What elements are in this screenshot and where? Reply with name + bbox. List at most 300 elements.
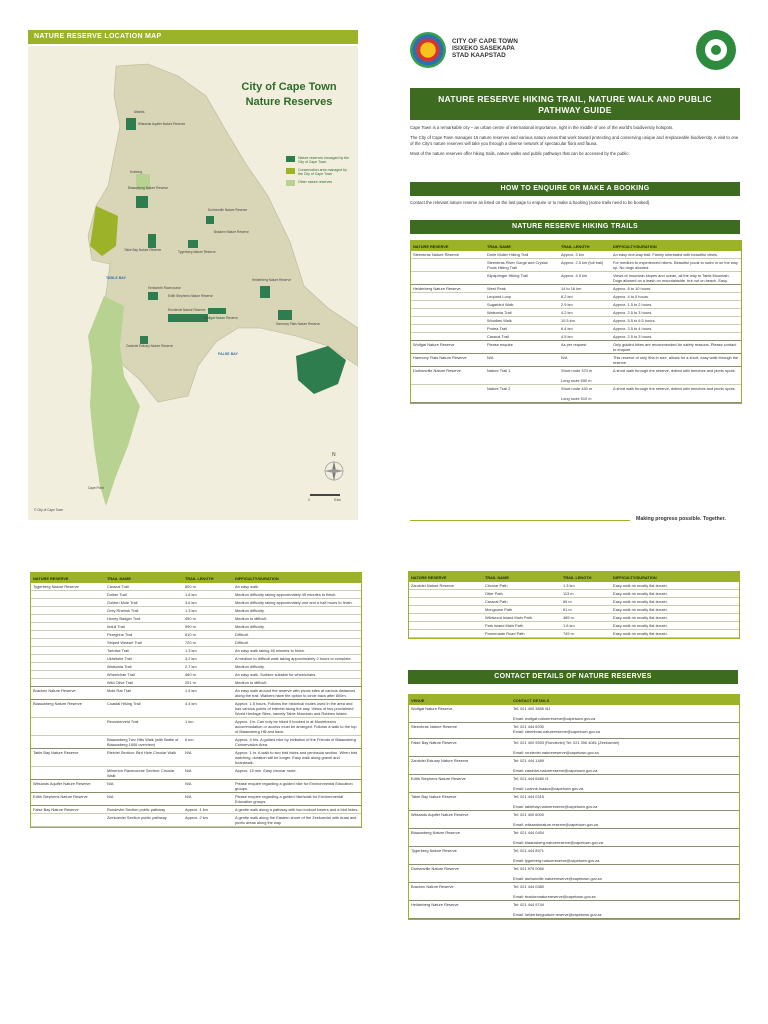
contact-details: Tel: 021 400 9593 (Rondevlei) Tel: 021 396 4081 (Zeekoevlei) Email: rondevlei.naturereserve@capetown.gov.za [511, 739, 739, 757]
trails-title: NATURE RESERVE HIKING TRAILS [512, 223, 638, 230]
table-cell: Medium to difficult. [233, 679, 361, 687]
table-cell: 610 m [183, 631, 233, 639]
table-row [31, 736, 361, 749]
table-row [31, 607, 361, 615]
intro-text [410, 125, 740, 160]
table-cell [31, 718, 105, 736]
table-row [31, 631, 361, 639]
table-cell: Blaauwberg Nature Reserve [31, 700, 105, 718]
nature-logo [696, 30, 736, 70]
table-header-cell: DIFFICULTY/DURATION [233, 573, 361, 583]
table-cell [411, 272, 485, 285]
table-cell: Striped Weasel Trail [105, 639, 183, 647]
table-cell: A medium to difficult walk taking approximately 2 hours to complete. [233, 655, 361, 663]
contact-details: Tel: 021 444 0454 Email: blaauwberg.naturereserve@capetown.gov.za [511, 829, 739, 847]
contact-row [409, 811, 739, 829]
table-cell: 6.4 km [559, 325, 611, 333]
reserve-durbanville [206, 216, 214, 224]
map-title-line2: Nature Reserves [245, 96, 333, 108]
table-cell: 201 m [183, 679, 233, 687]
table-cell: 1.6 km [183, 591, 233, 599]
table-cell: Difficult. [233, 631, 361, 639]
table-row [411, 325, 741, 333]
contact-details: Tel: 021 400 3856 /61 Email: wolfgat.naturereserve@capetown.gov.za [511, 705, 739, 723]
table-cell: Medium difficulty taking approximately one and a half hours to finish. [233, 599, 361, 607]
table-cell: Please enquire regarding a guided hike/walk for Environmental Education groups. [233, 793, 361, 806]
sea-label: FALSE BAY [218, 352, 238, 356]
table-row [31, 663, 361, 671]
table-cell: N/A [559, 354, 611, 367]
trails-table-bottom-left [30, 572, 362, 828]
org-line1: CITY OF CAPE TOWN [452, 38, 518, 45]
table-cell: 745 m [561, 630, 611, 638]
map-place-label: Witsands Aquifer Nature Reserve [138, 122, 186, 126]
table-cell: This reserve of only 9ha in size, allows for a short, easy walk through the reserve. [611, 354, 741, 367]
table-cell [411, 293, 485, 301]
legend-label: Nature reserves managed by the City of Cape Town [298, 156, 349, 164]
trails-table [411, 241, 741, 403]
table-cell: 4.2 km [559, 309, 611, 317]
enquire-title-bar [410, 182, 740, 196]
map-place-label: Bracken Nature Reserve [214, 230, 249, 234]
map-place-label: Tygerberg Nature Reserve [178, 250, 216, 254]
guide-title: NATURE RESERVE HIKING TRAIL, NATURE WALK AND PUBLIC PATHWAY GUIDE [438, 94, 712, 115]
table-row [31, 671, 361, 679]
footer-tagline: Making progress possible. Together. [636, 516, 726, 522]
table-cell: Difficult. [233, 639, 361, 647]
table-cell: Medium difficulty taking approximately 45 minutes to finish. [233, 591, 361, 599]
table-cell: Watsonia Trail [105, 663, 183, 671]
table-header-cell: TRAIL LENGTH [559, 241, 611, 251]
table-cell: Approx. 5.5 to 6.5 hours. [611, 317, 741, 325]
table-cell: 3.6 km [183, 599, 233, 607]
table-cell: Approx. 2 km [183, 814, 233, 827]
table-cell: N/A [105, 780, 183, 793]
table-row [31, 615, 361, 623]
table-cell: Woodies Walk [485, 317, 559, 325]
org-line3: STAD KAAPSTAD [452, 52, 506, 59]
table-cell: Easy walk on mostly flat terrain. [611, 582, 739, 590]
table-cell: Easy walk on mostly flat terrain. [611, 606, 739, 614]
table-cell: Dorie Muller Hiking Trail [485, 251, 559, 259]
map-place-label: Durbanville Nature Reserve [208, 208, 248, 212]
table-cell: Golden Mole Trail [105, 599, 183, 607]
table-cell: A gentle walk along the Eastern shore of the Zeekoevlei with braai and picnic areas along the way. [233, 814, 361, 827]
map-place-label: Koeberg [130, 170, 143, 174]
table-header-cell: TRAIL LENGTH [183, 573, 233, 583]
table-header-cell: TRAIL NAME [105, 573, 183, 583]
table-cell: Nature Trail 2 [485, 385, 559, 403]
scale-bar [310, 494, 340, 496]
trails-table [31, 573, 361, 827]
table-row [31, 583, 361, 591]
table-row [411, 354, 741, 367]
contact-row [409, 775, 739, 793]
table-cell [409, 590, 483, 598]
table-cell: 1.6 km [561, 622, 611, 630]
table-row [31, 679, 361, 687]
table-header-cell: TRAIL NAME [485, 241, 559, 251]
contact-venue: False Bay Nature Reserve [409, 739, 511, 757]
table-row [31, 599, 361, 607]
table-cell: Bracken Nature Reserve [31, 687, 105, 700]
table-cell: 485 m [561, 614, 611, 622]
table-cell: Caracal Trail [485, 333, 559, 341]
table-row [411, 285, 741, 293]
contact-details: Tel: 021 444 0315 Email: tablebay.naturereserve@capetown.gov.za [511, 793, 739, 811]
table-cell: 65 m [561, 598, 611, 606]
table-cell [409, 598, 483, 606]
table-cell [411, 309, 485, 317]
table-cell: Approx. 1.5 hours. Follows the historical routes used in the area and has various points of interest along the way. Views of two proclaimed World Heritage Sites, namely Table Mountain and Robben Island. [233, 700, 361, 718]
table-header-cell: TRAIL NAME [483, 572, 561, 582]
table-cell: Easy walk on mostly flat terrain. [611, 614, 739, 622]
table-cell: 1.3 km [561, 582, 611, 590]
map-title-bar-text: NATURE RESERVE LOCATION MAP [34, 33, 162, 40]
map-place-label: Zandvlei Estuary Nature Reserve [126, 344, 173, 348]
table-cell: Approx. 4.5 km [559, 272, 611, 285]
table-cell: Medium to difficult. [233, 615, 361, 623]
guide-title-bar [410, 88, 740, 120]
table-cell: Approx. 1 km [183, 806, 233, 814]
table-cell: Approx. 3 km [559, 251, 611, 259]
table-cell: Easy walk on mostly flat terrain. [611, 598, 739, 606]
table-cell: An easy walk. [233, 583, 361, 591]
table-row [31, 767, 361, 780]
reserve-kenilworth [148, 292, 158, 300]
table-cell: Klipspringer Hiking Trail [485, 272, 559, 285]
map-place-label: Atlantis [134, 110, 145, 114]
table-row [409, 614, 739, 622]
table-cell: Medium difficulty. [233, 663, 361, 671]
table-cell [409, 614, 483, 622]
table-cell: Honey Badger Trail [105, 615, 183, 623]
table-cell: Ukhetshe Trail [105, 655, 183, 663]
table-cell: Edith Stephens Nature Reserve [31, 793, 105, 806]
table-cell: Approx. 2.5 to 3 hours. [611, 309, 741, 317]
map-place-label: Cape Point [88, 486, 104, 490]
trails-table [409, 572, 739, 638]
table-cell: Sugarbird Walk [485, 301, 559, 309]
map-place-label: Wolfgat Nature Reserve [204, 316, 238, 320]
scale-left-label: 0 [308, 498, 310, 502]
contact-row [409, 705, 739, 723]
table-cell: Approx. 2.5 km (full trail) [559, 259, 611, 272]
map-copyright: © City of Cape Town [34, 508, 64, 512]
reserve-helderberg [260, 286, 270, 298]
table-cell [31, 647, 105, 655]
table-cell: N/A [105, 793, 183, 806]
contact-venue: Table Bay Nature Reserve [409, 793, 511, 811]
table-cell: Approx. 1 hr. A walk to two bird hides and peninsula section. When bird watching, duration will be longer. Easy walk along gravel and boardwalk. [233, 749, 361, 767]
table-row [31, 647, 361, 655]
table-cell: Short route 440 m Long route 510 m [559, 385, 611, 403]
table-cell: 1 km [183, 718, 233, 736]
legend-label: Conservation area managed by the City of Cape Town [298, 168, 347, 176]
map-place-label: Blaauwberg Nature Reserve [128, 186, 169, 190]
table-cell: Approx. 4 to 5 hours. [611, 293, 741, 301]
table-cell: 8.2 km [559, 293, 611, 301]
table-cell: Approx. 8 to 10 hours. [611, 285, 741, 293]
table-cell [409, 606, 483, 614]
table-header-cell: NATURE RESERVE [411, 241, 485, 251]
table-row [411, 367, 741, 385]
legend-item [286, 156, 350, 164]
table-cell: Mole Rat Trail [105, 687, 183, 700]
table-cell: Protea Trail [485, 325, 559, 333]
table-cell: Caracal Trail [105, 583, 183, 591]
org-line2: ISIXEKO SASEKAPA [452, 45, 515, 52]
map-title [224, 80, 354, 110]
table-cell: Wolfgat Nature Reserve [411, 341, 485, 354]
table-cell: An easy walk taking 45 minutes to finish. [233, 647, 361, 655]
contact-row [409, 901, 739, 919]
contact-venue: Helderberg Nature Reserve [409, 901, 511, 919]
table-cell: Promenade Road Path [483, 630, 561, 638]
table-cell: For medium to experienced hikers. Beautiful pools to swim in on the way up. No dogs allowed. [611, 259, 741, 272]
table-cell [411, 301, 485, 309]
table-row [31, 623, 361, 631]
table-cell: Approx. 1.5 to 2 hours. [611, 301, 741, 309]
contact-venue: Blaauwberg Nature Reserve [409, 829, 511, 847]
trails-table-bottom-right [408, 571, 740, 639]
table-cell [411, 385, 485, 403]
contact-venue: Steenbras Nature Reserve [409, 723, 511, 739]
table-row [31, 718, 361, 736]
table-cell: Easy walk on mostly flat terrain. [611, 630, 739, 638]
table-cell: 2.9 km [559, 301, 611, 309]
table-cell: An easy one-way trail. Family orientated with beautiful views. [611, 251, 741, 259]
table-cell: 450 m [183, 615, 233, 623]
contact-venue: Tygerberg Nature Reserve [409, 847, 511, 865]
table-row [411, 309, 741, 317]
legend-item [286, 180, 350, 186]
trails-table-top [410, 240, 742, 404]
table-cell: Approx. 4 hrs. A guided hike by invitation of the Friends of Blaauwberg Conservation Area. [233, 736, 361, 749]
table-cell: 4.5 km [559, 333, 611, 341]
table-row [409, 590, 739, 598]
table-cell: 10.5 km [559, 317, 611, 325]
table-cell: 990 m [183, 623, 233, 631]
table-cell: Zandvlei Nature Reserve [409, 582, 483, 590]
compass-north-label: N [332, 452, 336, 458]
contact-details: Tel: 021 979 0060 Email: durbanville.naturereserve@capetown.gov.za [511, 865, 739, 883]
map-place-label: Harmony Flats Nature Reserve [276, 322, 320, 326]
footer-rule [410, 520, 630, 521]
contact-row [409, 757, 739, 775]
contacts-table-wrap [408, 694, 740, 920]
table-cell: 1.3 km [183, 607, 233, 615]
table-cell: A short walk through the reserve, dotted with benches and picnic spots. [611, 367, 741, 385]
table-cell: Table Bay Nature Reserve [31, 749, 105, 767]
map-place-label: Table Bay Nature Reserve [124, 248, 162, 252]
table-cell: 14 to 16 km [559, 285, 611, 293]
map-title-line1: City of Cape Town [241, 81, 337, 93]
table-row [411, 272, 741, 285]
table-cell: N/A [183, 780, 233, 793]
table-cell [31, 615, 105, 623]
legend-item [286, 168, 350, 176]
table-cell: Approx. 3.5 to 4 hours. [611, 325, 741, 333]
contact-venue: Witsands Aquifer Nature Reserve [409, 811, 511, 829]
table-cell [409, 630, 483, 638]
table-cell: Approx. 2.5 to 3 hours. [611, 333, 741, 341]
table-cell: Leopard Loop [485, 293, 559, 301]
table-cell: False Bay Nature Reserve [31, 806, 105, 814]
table-cell [31, 655, 105, 663]
contact-details: Tel: 021 444 8971 Email: tygerberg.naturereserve@capetown.gov.za [511, 847, 739, 865]
enquire-text: Contact the relevant nature reserve as listed on the last page to enquire or to make a booking (some trails need to be booked). [410, 200, 651, 205]
reserve-blaauwberg [136, 196, 148, 208]
org-name [452, 38, 518, 59]
table-cell: Caracal Path [483, 598, 561, 606]
table-cell: Please enquire [485, 341, 559, 354]
table-cell: Witsands Aquifer Nature Reserve [31, 780, 105, 793]
contact-details: Tel: 021 400 6000 Email: witsandsnature.reserve@capetown.gov.za [511, 811, 739, 829]
city-logo [410, 32, 446, 68]
table-cell: Views of mountain slopes and ocean, all the way to Table Mountain. Dogs allowed on a leash on mountainside, but not on beach. Easy. [611, 272, 741, 285]
contacts-header-details: CONTACT DETAILS [511, 695, 739, 705]
enquire-title: HOW TO ENQUIRE OR MAKE A BOOKING [500, 185, 650, 192]
table-cell [31, 631, 105, 639]
table-cell: 1.5 km [183, 687, 233, 700]
table-cell: N/A [183, 793, 233, 806]
table-cell [411, 333, 485, 341]
table-row [31, 793, 361, 806]
contact-venue: Edith Stephens Nature Reserve [409, 775, 511, 793]
map-title-bar [28, 30, 358, 44]
table-cell: A short walk through the reserve, dotted with benches and picnic spots. [611, 385, 741, 403]
table-row [31, 814, 361, 827]
scale-right-label: 5 km [334, 498, 341, 502]
table-cell: Blaauwberg Two Hills Walk (with Battle of Blaauwberg 1806 overview) [105, 736, 183, 749]
table-cell: 1.3 km [183, 647, 233, 655]
contact-venue: Bracken Nature Reserve [409, 883, 511, 901]
table-cell [411, 259, 485, 272]
table-cell: Coastal Hiking Trail [105, 700, 183, 718]
table-cell [31, 599, 105, 607]
table-cell [31, 607, 105, 615]
table-cell: Approx. 15 min. Easy circular route. [233, 767, 361, 780]
contact-venue: Wolfgat Nature Reserve [409, 705, 511, 723]
contact-details: Tel: 021 444 6480 /3 Email: Luanne.Isaacs@capetown.gov.za [511, 775, 739, 793]
compass-rose [324, 461, 344, 481]
table-cell: As per request [559, 341, 611, 354]
table-cell: Otter Path [483, 590, 561, 598]
table-cell: Wild Olive Trail [105, 679, 183, 687]
map-place-label: Edith Stephens Nature Reserve [168, 294, 213, 298]
table-cell: A gentle walk along a pathway with two lookout towers and a bird hides. [233, 806, 361, 814]
map-place-label: Kenilworth Racecourse [148, 286, 181, 290]
table-cell: 720 m [183, 639, 233, 647]
contact-row [409, 847, 739, 865]
contact-details: Tel: 021 444 0380 Email: brackennaturereserve@capetown.gov.za [511, 883, 739, 901]
table-cell [31, 671, 105, 679]
table-cell: Tygerberg Nature Reserve [31, 583, 105, 591]
table-row [411, 333, 741, 341]
contact-row [409, 829, 739, 847]
table-cell: Helderberg Nature Reserve [411, 285, 485, 293]
table-cell: Wheelchair Trail [105, 671, 183, 679]
table-row [411, 293, 741, 301]
table-header-cell: DIFFICULTY/DURATION [611, 572, 739, 582]
reserve-witsands [126, 118, 136, 130]
table-cell: Milnerton Racecourse Section: Circular Walk [105, 767, 183, 780]
table-cell: An easy walk. Surface suitable for wheelchairs. [233, 671, 361, 679]
contacts-title: CONTACT DETAILS OF NATURE RESERVES [494, 673, 652, 680]
map-graphic [28, 46, 358, 520]
table-header-cell: DIFFICULTY/DURATION [611, 241, 741, 251]
table-cell [31, 663, 105, 671]
table-row [411, 251, 741, 259]
table-cell: 460 m [183, 671, 233, 679]
table-cell [411, 317, 485, 325]
table-cell [31, 736, 105, 749]
table-cell: 4.4 km [183, 700, 233, 718]
table-cell: 6 km [183, 736, 233, 749]
reserve-tygerberg [188, 240, 198, 248]
sea-label: TABLE BAY [106, 276, 126, 280]
map-legend [286, 156, 350, 190]
table-cell: Grey Rhebok Trail [105, 607, 183, 615]
contact-venue: Durbanville Nature Reserve [409, 865, 511, 883]
table-cell [31, 639, 105, 647]
table-cell: Rietvlei Section: Bird Hide Circular Walk [105, 749, 183, 767]
location-map [28, 46, 358, 520]
trails-title-bar [410, 220, 740, 234]
table-cell: 800 m [183, 583, 233, 591]
contact-venue: Zandvlei Estuary Nature Reserve [409, 757, 511, 775]
table-header-cell: NATURE RESERVE [31, 573, 105, 583]
table-cell: Please enquire regarding a guided hike for Environmental Education groups. [233, 780, 361, 793]
table-cell: 61 m [561, 606, 611, 614]
table-row [31, 806, 361, 814]
table-row [31, 591, 361, 599]
contacts-title-bar [408, 670, 738, 684]
table-row [409, 622, 739, 630]
table-cell: Short route 370 m Long route 550 m [559, 367, 611, 385]
contact-row [409, 865, 739, 883]
map-place-label: Helderberg Nature Reserve [252, 278, 291, 282]
table-cell [411, 325, 485, 333]
table-row [409, 606, 739, 614]
legend-label: Other nature reserves [298, 180, 333, 184]
table-cell [31, 679, 105, 687]
table-cell: West Peak [485, 285, 559, 293]
table-cell: Durbanville Nature Reserve [411, 367, 485, 385]
table-cell: Induli Trail [105, 623, 183, 631]
table-cell: Rondevlei Section public pathway [105, 806, 183, 814]
reserve-harmony [278, 310, 292, 320]
table-cell: N/A [183, 767, 233, 780]
table-cell [409, 622, 483, 630]
table-cell: Only guided hikes are recommended for safety reasons. Please contact to enquire. [611, 341, 741, 354]
contact-details: Tel: 021 444 6930 Email: steenbras.naturereserve@capetown.gov.za [511, 723, 739, 739]
table-cell: Medium difficulty. [233, 623, 361, 631]
table-row [411, 385, 741, 403]
table-cell: 113 m [561, 590, 611, 598]
table-cell [31, 591, 105, 599]
table-row [31, 655, 361, 663]
table-cell: Mongoose Path [483, 606, 561, 614]
table-row [409, 582, 739, 590]
table-cell: Easy walk on mostly flat terrain. [611, 622, 739, 630]
table-cell [31, 623, 105, 631]
table-cell: Nature Trail 1 [485, 367, 559, 385]
table-row [411, 259, 741, 272]
table-cell: Circular Path [483, 582, 561, 590]
table-cell: An easy walk around the reserve with picnic sites at various distances along the trail. Walkers have the option to circle back after 800m. [233, 687, 361, 700]
